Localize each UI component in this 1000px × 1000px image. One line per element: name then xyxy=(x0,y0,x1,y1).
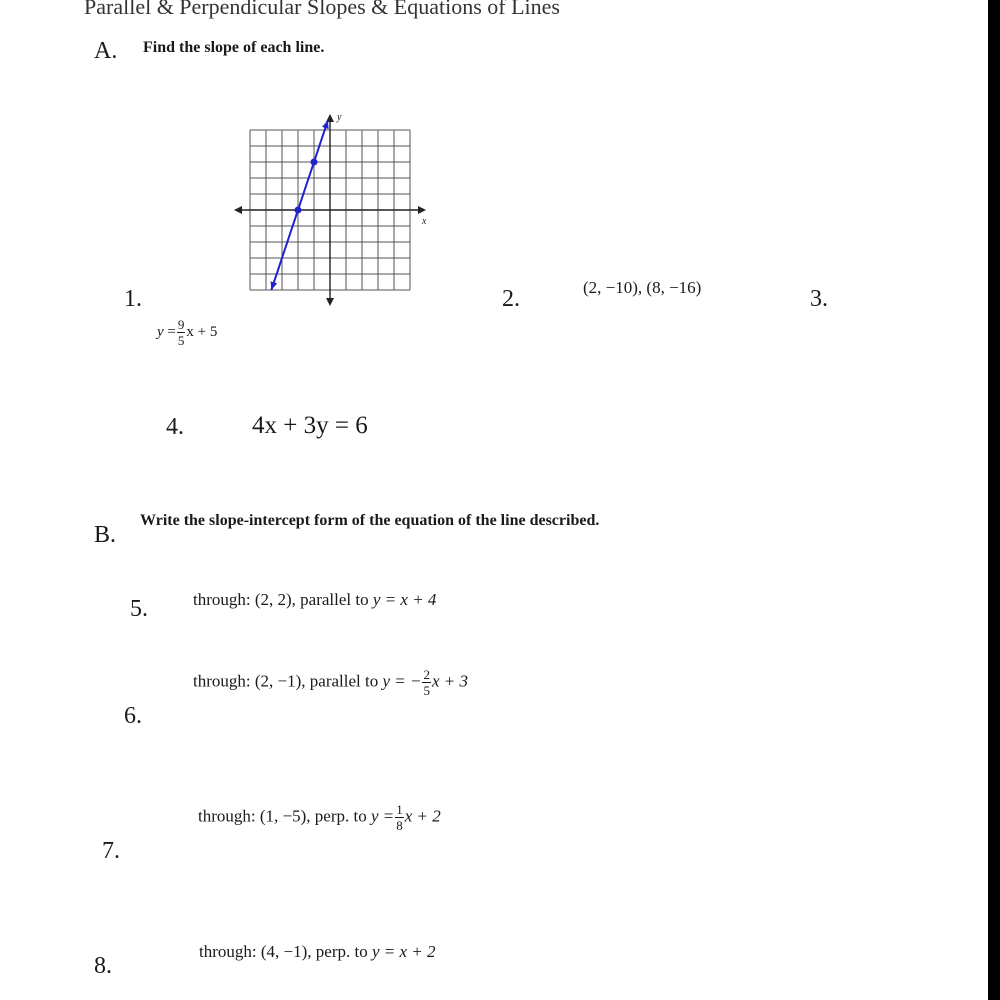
problem-6-text xyxy=(193,668,468,697)
problem-4-number: 4. xyxy=(166,414,184,440)
problem-8-equation: y = x + 2 xyxy=(371,942,436,961)
problem-5-lead: through: (2, 2), parallel to xyxy=(193,590,373,609)
problem-1-y: y xyxy=(157,323,164,340)
x-axis-arrow-left xyxy=(234,206,242,214)
problem-8-number: 8. xyxy=(94,953,112,979)
problem-5-equation: y = x + 4 xyxy=(372,590,437,609)
problem-5-text xyxy=(193,590,436,610)
problem-1-frac-num: 9 xyxy=(177,317,185,332)
problem-7-lead: through: (1, −5), perp. to xyxy=(198,806,371,826)
section-a-instruction: Find the slope of each line. xyxy=(143,39,325,56)
marked-point xyxy=(311,159,318,166)
section-b-letter: B. xyxy=(94,522,117,548)
coordinate-graph xyxy=(228,108,438,308)
problem-3-number: 3. xyxy=(810,286,828,312)
problem-6-eq-lead: y = − xyxy=(382,671,422,691)
x-axis-label: x xyxy=(422,216,427,227)
problem-7-number: 7. xyxy=(102,838,120,864)
section-a-letter: A. xyxy=(94,38,118,64)
y-axis-label: y xyxy=(337,112,342,123)
problem-2-number: 2. xyxy=(502,286,520,312)
page-title: Parallel & Perpendicular Slopes & Equations of Lines xyxy=(84,0,560,19)
problem-2-points: (2, −10), (8, −16) xyxy=(583,278,702,297)
problem-7-eq-lead: y = xyxy=(370,806,395,826)
problem-6-frac-den: 5 xyxy=(423,683,430,698)
section-b-instruction: Write the slope-intercept form of the equation of the line described. xyxy=(140,512,600,529)
problem-6-lead: through: (2, −1), parallel to xyxy=(193,671,383,691)
marked-point xyxy=(295,207,302,214)
line-arrow-top xyxy=(322,120,329,129)
problem-1-frac-den: 5 xyxy=(177,333,185,348)
problem-5-number: 5. xyxy=(130,596,148,622)
problem-8-lead: through: (4, −1), perp. to xyxy=(199,942,372,961)
problem-1-equation xyxy=(157,318,217,347)
problem-4-equation: 4x + 3y = 6 xyxy=(252,412,368,439)
problem-6-number: 6. xyxy=(124,703,142,729)
problem-6-tail: x + 3 xyxy=(431,671,468,691)
problem-7-fraction xyxy=(395,803,404,832)
problem-6-frac-num: 2 xyxy=(423,667,430,682)
problem-1-equals: = xyxy=(167,323,176,340)
line-arrow-bottom xyxy=(271,281,278,290)
problem-8-text xyxy=(199,942,436,962)
problem-7-frac-num: 1 xyxy=(396,802,403,817)
problem-7-frac-den: 8 xyxy=(396,818,403,833)
problem-6-fraction xyxy=(422,668,431,697)
x-axis-arrow-right xyxy=(418,206,426,214)
problem-1-tail: x + 5 xyxy=(186,323,218,340)
y-axis-arrow-down xyxy=(326,298,334,306)
problem-7-text xyxy=(198,803,441,832)
problem-7-tail: x + 2 xyxy=(404,806,441,826)
problem-1-number: 1. xyxy=(124,286,142,312)
problem-1-fraction xyxy=(177,318,186,347)
